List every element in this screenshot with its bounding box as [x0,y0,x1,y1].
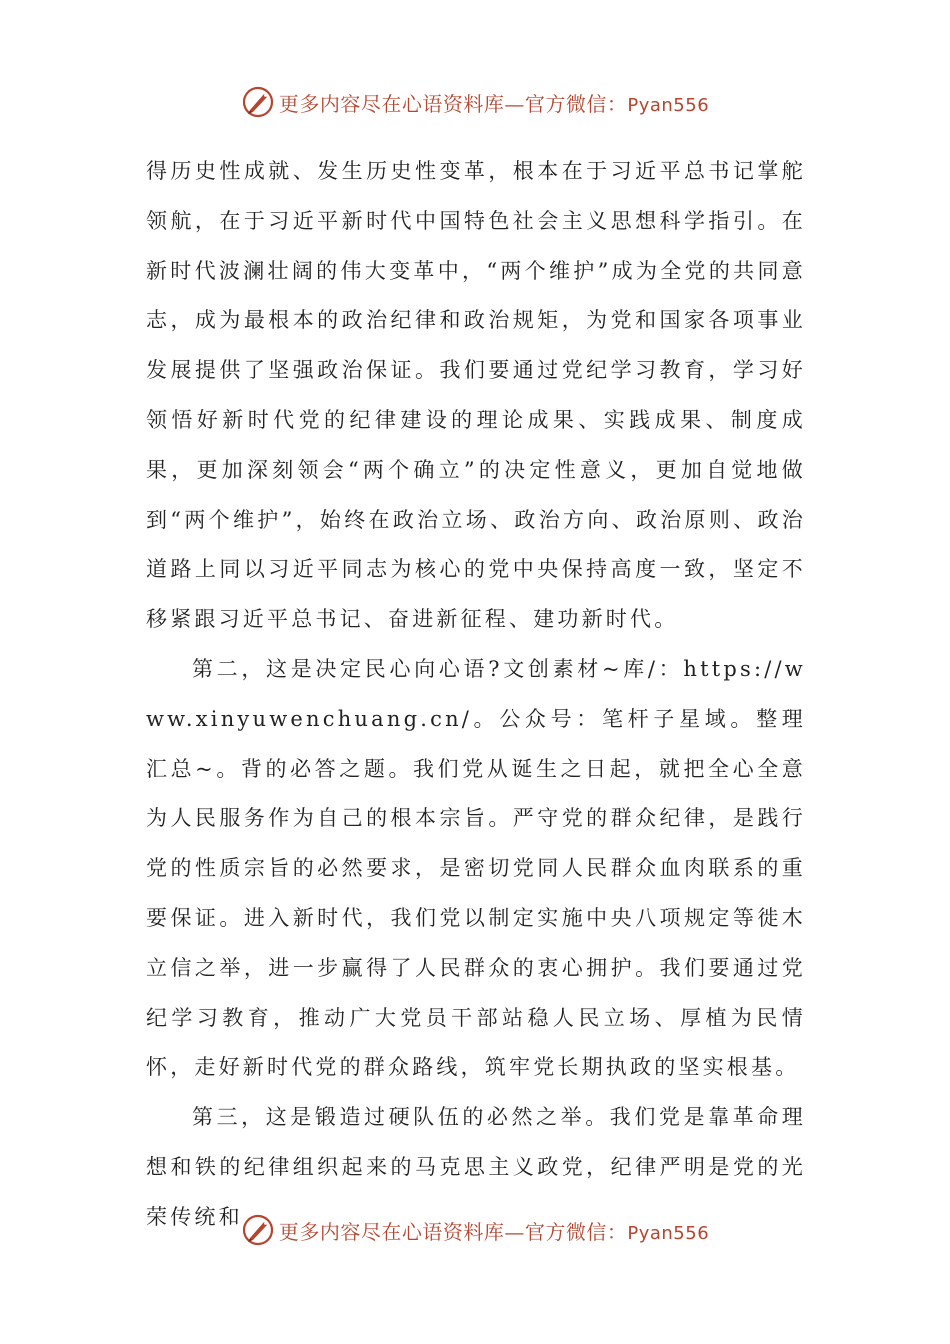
header-site-text: 更多内容尽在心语资料库—官方微信： [278,91,628,116]
header-banner [0,82,950,122]
footer-wechat-id: Pyan556 [627,1222,710,1244]
paragraph-2: 第二，这是决定民心向心语?文创素材~库/：https://www.xinyuwenchuang.cn/。公众号：笔杆子星域。整理汇总~。背的必答之题。我们党从诞生之日起，就把全心全意为人民服务作为自己的根本宗旨。严守党的群众纪律，是践行党的性质宗旨的必然要求，是密切党同人民群众血肉联系的重要保证。进入新时代，我们党以制定实施中央八项规定等徙木立信之举，进一步赢得了人民群众的衷心拥护。我们要通过党纪学习教育，推动广大党员干部站稳人民立场、厚植为民情怀，走好新时代党的群众路线，筑牢党长期执政的坚实根基。 [146,656,806,1080]
document-body [146,147,806,1243]
footer-banner [0,1210,950,1250]
paragraph-3: 第三，这是锻造过硬队伍的必然之举。我们党是靠革命理想和铁的纪律组织起来的马克思主义政党，纪律严明是党的光荣传统和 [146,1105,806,1229]
pen-logo-icon [241,85,275,119]
footer-site-text: 更多内容尽在心语资料库—官方微信： [278,1219,628,1244]
header-wechat-id: Pyan556 [627,94,710,116]
pen-logo-icon [241,1213,275,1247]
paragraph-1: 得历史性成就、发生历史性变革，根本在于习近平总书记掌舵领航，在于习近平新时代中国特色社会主义思想科学指引。在新时代波澜壮阔的伟大变革中，“两个维护”成为全党的共同意志，成为最根本的政治纪律和政治规矩，为党和国家各项事业发展提供了坚强政治保证。我们要通过党纪学习教育，学习好领悟好新时代党的纪律建设的理论成果、实践成果、制度成果，更加深刻领会“两个确立”的决定性意义，更加自觉地做到“两个维护”，始终在政治立场、政治方向、政治原则、政治道路上同以习近平同志为核心的党中央保持高度一致，坚定不移紧跟习近平总书记、奋进新征程、建功新时代。 [146,159,806,632]
footer-text [279,1216,709,1245]
header-text [279,88,709,117]
